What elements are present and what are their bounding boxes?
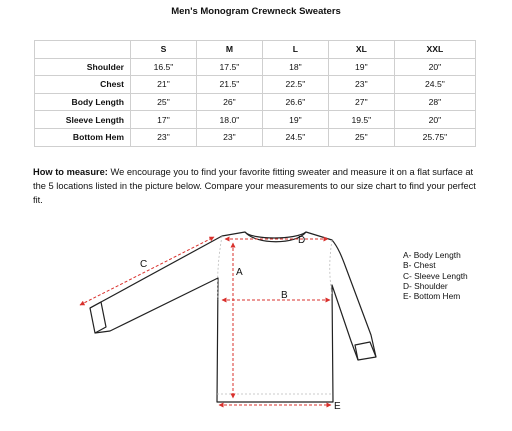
table-cell: 20" xyxy=(394,58,475,76)
table-cell: 25" xyxy=(131,93,197,111)
table-cell: 18.0" xyxy=(196,111,262,129)
row-label: Shoulder xyxy=(35,58,131,76)
how-to-measure-label: How to measure: xyxy=(33,167,108,177)
table-cell: 25.75" xyxy=(394,128,475,146)
table-cell: 19" xyxy=(328,58,394,76)
diagram-label-b: B xyxy=(281,290,288,301)
table-cell: 21" xyxy=(131,76,197,94)
table-cell: 28" xyxy=(394,93,475,111)
measurement-legend xyxy=(403,250,468,301)
table-cell: 20" xyxy=(394,111,475,129)
row-label: Sleeve Length xyxy=(35,111,131,129)
table-cell: 23" xyxy=(196,128,262,146)
diagram-label-a: A xyxy=(236,267,243,278)
table-cell: 19" xyxy=(262,111,328,129)
legend-item: A- Body Length xyxy=(403,250,461,260)
table-cell: 24.5" xyxy=(262,128,328,146)
column-header: L xyxy=(262,41,328,59)
diagram-label-c: C xyxy=(140,259,148,270)
legend-item: D- Shoulder xyxy=(403,280,448,291)
table-cell: 26.6" xyxy=(262,93,328,111)
table-cell: 19.5" xyxy=(328,111,394,129)
table-cell: 21.5" xyxy=(196,76,262,94)
row-label: Chest xyxy=(35,76,131,94)
column-header: M xyxy=(196,41,262,59)
sweater-outline xyxy=(90,232,376,402)
column-header: XL xyxy=(328,41,394,59)
table-cell: 26" xyxy=(196,93,262,111)
table-cell: 16.5" xyxy=(131,58,197,76)
table-cell: 17" xyxy=(131,111,197,129)
table-cell: 23" xyxy=(131,128,197,146)
legend-item: C- Sleeve Length xyxy=(403,270,468,281)
table-cell: 25" xyxy=(328,128,394,146)
diagram-label-d: D xyxy=(298,235,306,246)
sweater-body-outline xyxy=(90,232,376,402)
column-header: XXL xyxy=(394,41,475,59)
legend-item: B- Chest xyxy=(403,260,436,271)
table-cell: 18" xyxy=(262,58,328,76)
measure-line-c xyxy=(80,237,214,305)
row-label: Bottom Hem xyxy=(35,128,131,146)
table-cell: 27" xyxy=(328,93,394,111)
column-header: S xyxy=(131,41,197,59)
measurement-lines xyxy=(80,237,331,405)
table-cell: 17.5" xyxy=(196,58,262,76)
page-title: Men's Monogram Crewneck Sweaters xyxy=(171,6,341,17)
seam-lines xyxy=(217,236,333,394)
table-cell: 24.5" xyxy=(394,76,475,94)
how-to-measure-body: We encourage you to find your favorite fitting sweater and measure it on a flat surface at the 5 locations listed in the picture below. Compare your measurements to our size chart to find your perfect fit. xyxy=(33,167,476,205)
row-label: Body Length xyxy=(35,93,131,111)
table-cell: 22.5" xyxy=(262,76,328,94)
diagram-label-e: E xyxy=(334,401,341,412)
table-cell: 23" xyxy=(328,76,394,94)
legend-item: E- Bottom Hem xyxy=(403,291,461,302)
